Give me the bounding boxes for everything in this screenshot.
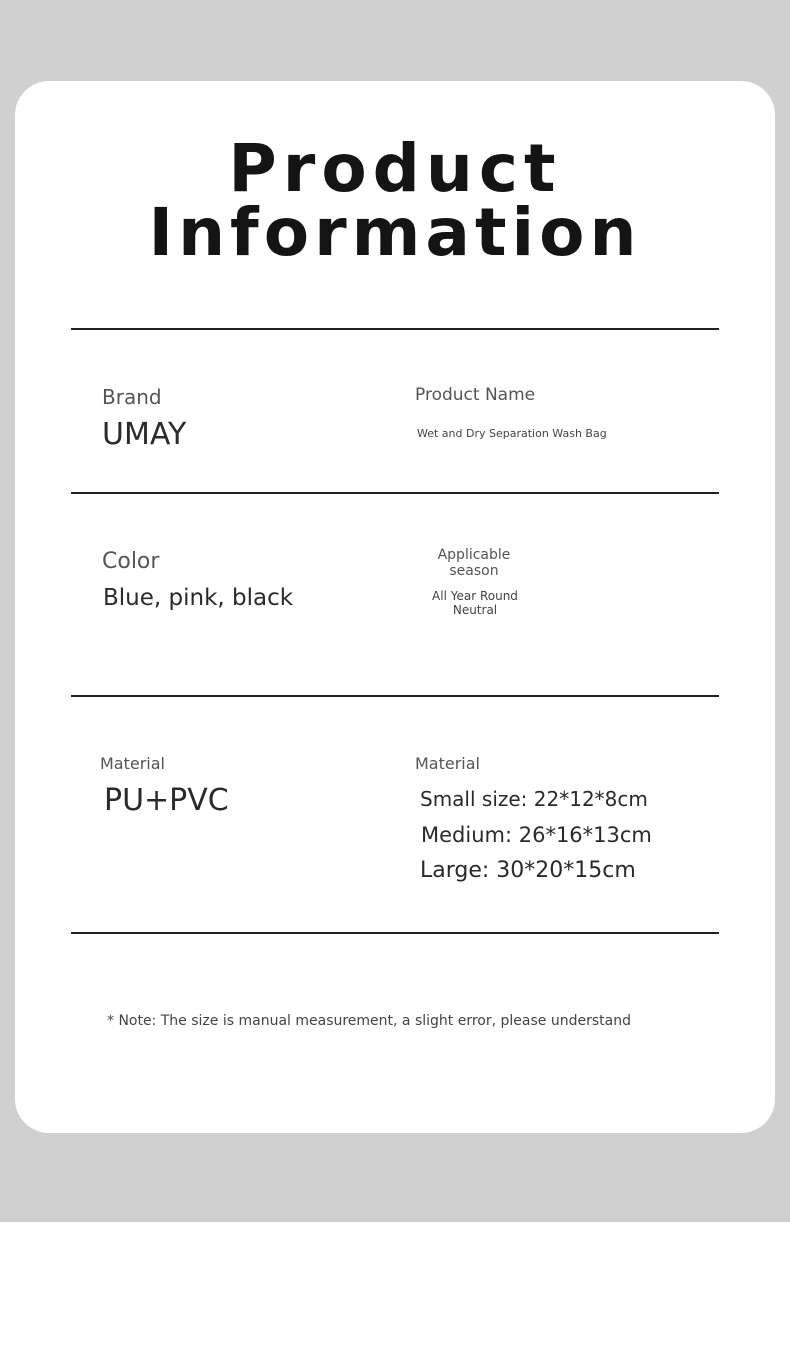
season-label-line2: season	[449, 563, 499, 579]
divider	[71, 492, 719, 494]
season-label-line1: Applicable	[437, 547, 511, 563]
color-label: Color	[102, 549, 160, 574]
divider	[71, 695, 719, 697]
season-value	[420, 589, 530, 617]
color-value: Blue, pink, black	[103, 585, 294, 611]
material-value: PU+PVC	[104, 783, 229, 818]
size-label: Material	[415, 754, 480, 773]
season-label	[424, 547, 524, 579]
season-value-line2: Neutral	[452, 603, 498, 617]
brand-label: Brand	[102, 385, 162, 409]
product-name-label: Product Name	[415, 385, 536, 405]
material-label: Material	[100, 754, 165, 773]
size-medium: Medium: 26*16*13cm	[421, 823, 652, 847]
heading-line2: Information	[148, 194, 642, 271]
product-name-value: Wet and Dry Separation Wash Bag	[417, 427, 607, 440]
size-large: Large: 30*20*15cm	[420, 858, 636, 883]
brand-value: UMAY	[102, 417, 187, 452]
divider	[71, 328, 719, 330]
size-small: Small size: 22*12*8cm	[420, 787, 648, 811]
size-note: * Note: The size is manual measurement, a slight error, please understand	[107, 1013, 631, 1029]
heading-line1: Product	[228, 130, 562, 207]
season-value-line1: All Year Round	[432, 589, 518, 603]
divider	[71, 932, 719, 934]
